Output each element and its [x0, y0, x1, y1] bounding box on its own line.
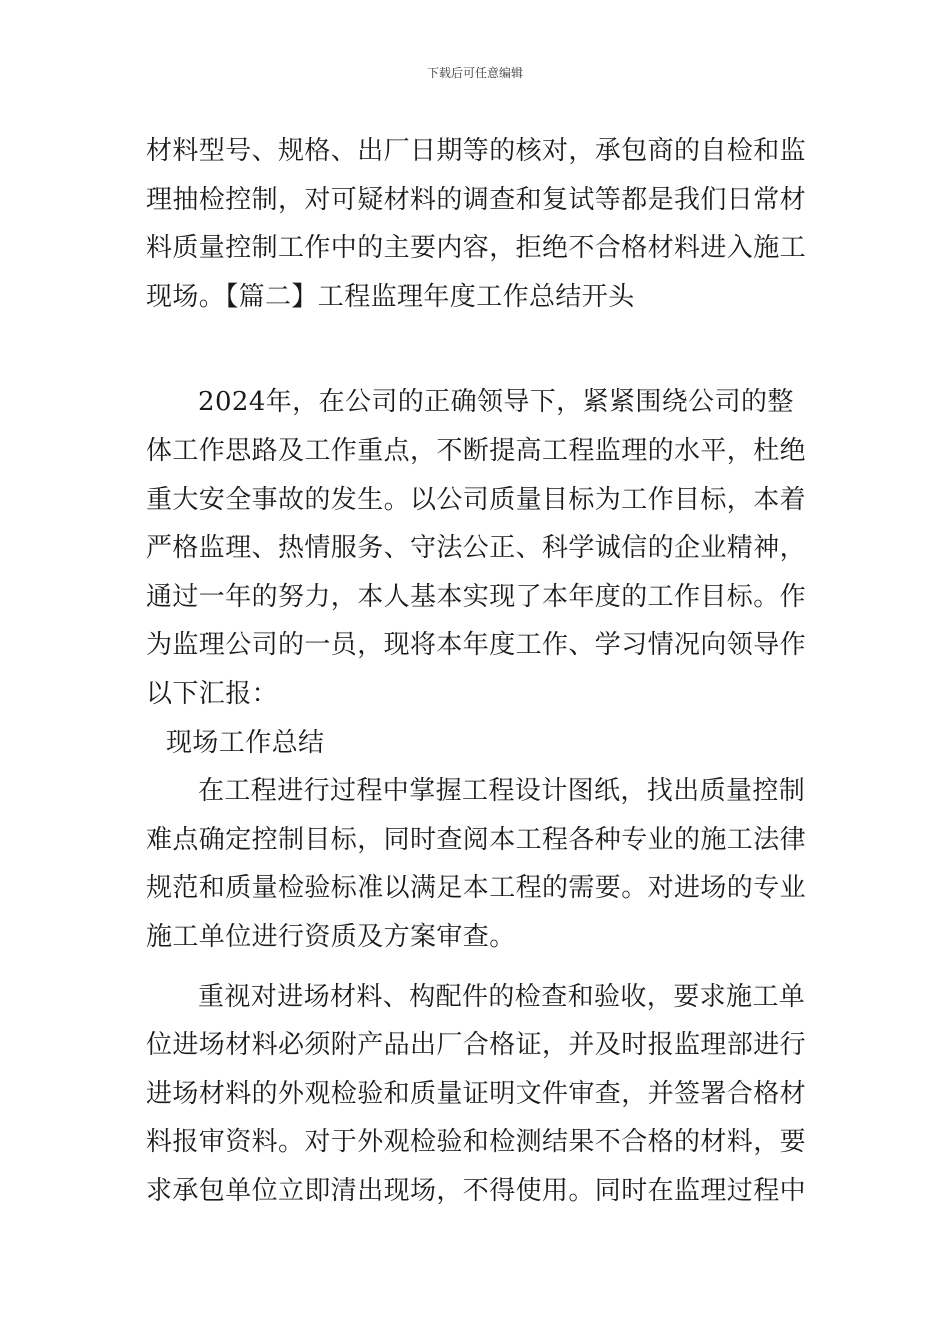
- paragraph-material-inspection: 重视对进场材料、构配件的检查和验收，要求施工单位进场材料必须附产品出厂合格证，并及时报监理部进行进场材料的外观检验和质量证明文件审查，并签署合格材料报审资料。对于外观检验和检测结果不合格的材料，要求承包单位立即清出现场，不得使用。同时在监理过程中: [146, 981, 807, 1206]
- page-header-note: 下载后可任意编辑: [426, 66, 523, 80]
- paragraph-continued: 材料型号、规格、出厂日期等的核对，承包商的自检和监理抽检控制，对可疑材料的调查和复试等都是我们日常材料质量控制工作中的主要内容，拒绝不合格材料进入施工现场。【篇二】工程监理年度工作总结开头: [146, 136, 807, 312]
- paragraph-intro: 2024年，在公司的正确领导下，紧紧围绕公司的整体工作思路及工作重点，不断提高工程监理的水平，杜绝重大安全事故的发生。以公司质量目标为工作目标，本着严格监理、热情服务、守法公正、科学诚信的企业精神，通过一年的努力，本人基本实现了本年度的工作目标。作为监理公司的一员，现将本年度工作、学习情况向领导作以下汇报：: [146, 387, 807, 709]
- paragraph-design-review: 在工程进行过程中掌握工程设计图纸，找出质量控制难点确定控制目标，同时查阅本工程各种专业的施工法律规范和质量检验标准以满足本工程的需要。对进场的专业施工单位进行资质及方案审查。: [146, 776, 807, 952]
- section-heading: 现场工作总结: [166, 727, 325, 758]
- document-body: [146, 127, 808, 1215]
